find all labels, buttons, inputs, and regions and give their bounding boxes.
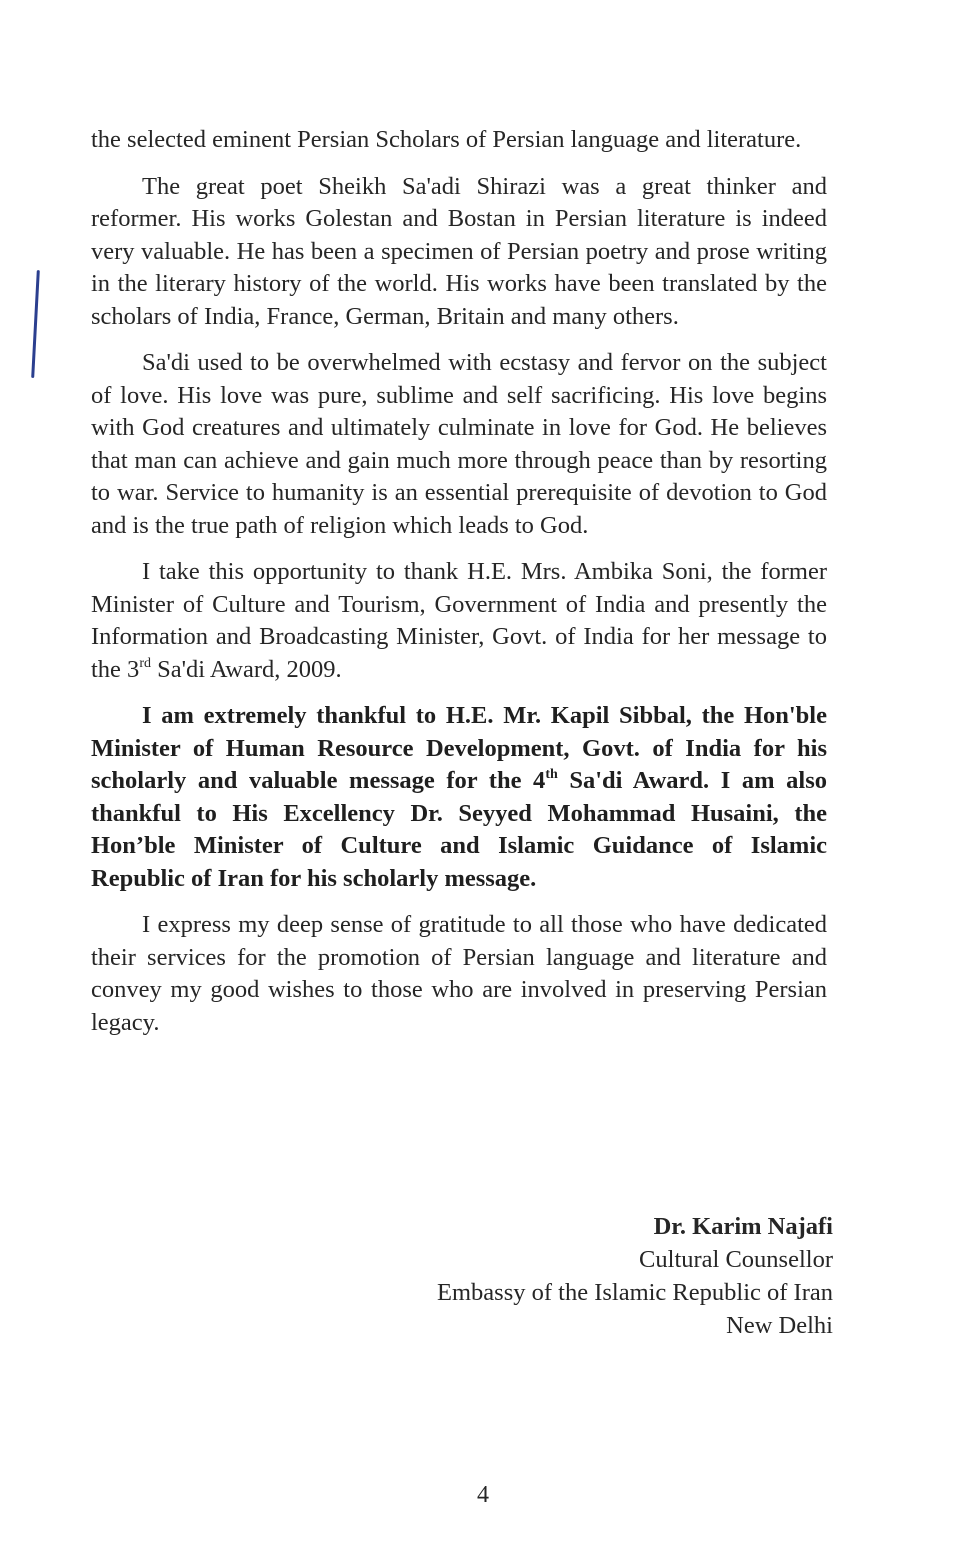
ordinal-suffix-th: th — [545, 767, 558, 782]
paragraph-5 — [91, 700, 827, 895]
signature-block — [437, 1210, 833, 1342]
paragraph-4-text-end: Sa'di Award, 2009. — [150, 655, 342, 683]
paragraph-5-text: I am extremely thankful to H.E. Mr. Kapil Sibbal, the Hon'ble Minister of Human Resource Development, Govt. of India for his scholarly and valuable message for the 4 — [91, 702, 827, 794]
page-number: 4 — [477, 1482, 489, 1508]
signatory-organization: Embassy of the Islamic Republic of Iran — [437, 1279, 833, 1306]
paragraph-5-text-end: Sa'di Award. I am also thankful to His Excellency Dr. Seyyed Mohammad Husaini, the Hon’ble Minister of Culture and Islamic Guidance of Islamic Republic of Iran for his scholarly message. — [91, 767, 827, 892]
margin-pen-mark — [31, 270, 40, 378]
signatory-name: Dr. Karim Najafi — [653, 1213, 833, 1240]
letter-body — [91, 124, 827, 1053]
paragraph-4 — [91, 556, 827, 686]
signatory-city: New Delhi — [726, 1312, 833, 1339]
paragraph-4-text: I take this opportunity to thank H.E. Mrs. Ambika Soni, the former Minister of Culture and Tourism, Government of India and presently the Information and Broadcasting Minister, Govt. of India for her message to the 3 — [91, 558, 827, 683]
signatory-title: Cultural Counsellor — [639, 1246, 833, 1273]
ordinal-suffix-rd: rd — [139, 655, 151, 671]
paragraph-2: The great poet Sheikh Sa'adi Shirazi was a great thinker and reformer. His works Golestan and Bostan in Persian literature is indeed very valuable. He has been a specimen of Persian poetry and prose writing in the literary history of the world. His works have been translated by the scholars of India, France, German, Britain and many others. — [91, 172, 827, 330]
paragraph-1: the selected eminent Persian Scholars of Persian language and literature. — [91, 126, 802, 153]
paragraph-3: Sa'di used to be overwhelmed with ecstasy and fervor on the subject of love. His love was pure, sublime and self sacrificing. His love begins with God creatures and ultimately culminate in love for God. He believes that man can achieve and gain much more through peace than by resorting to war. Service to humanity is an essential prerequisite of devotion to God and is the true path of religion which leads to God. — [91, 349, 827, 539]
paragraph-6: I express my deep sense of gratitude to all those who have dedicated their services for the promotion of Persian language and literature and convey my good wishes to those who are involved in preserving Persian legacy. — [91, 911, 827, 1036]
